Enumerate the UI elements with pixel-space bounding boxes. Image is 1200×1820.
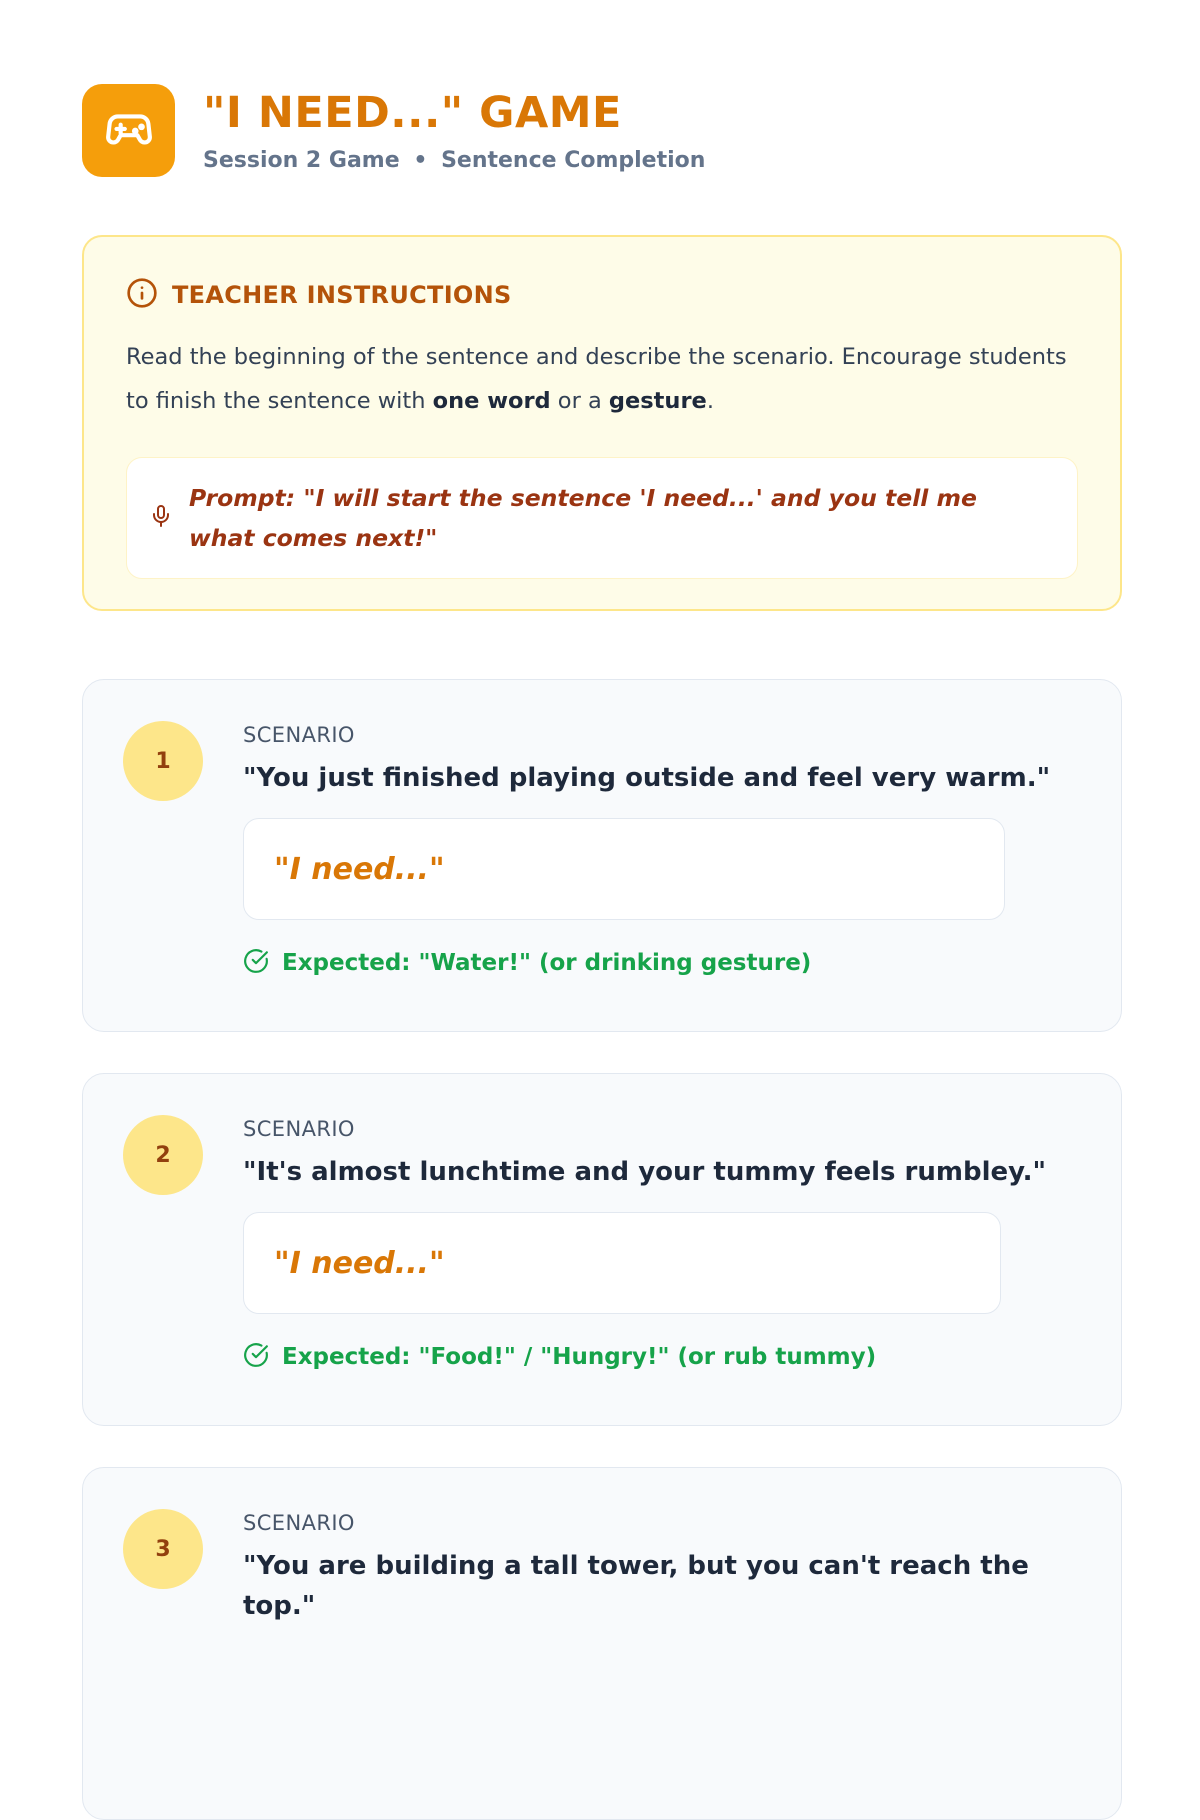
- prompt-text: Prompt: "I will start the sentence 'I need...' and you tell me what comes next!": [189, 484, 977, 552]
- instructions-text: Read the beginning of the sentence and describe the scenario. Encourage students to finish the sentence with: [126, 344, 1067, 414]
- scenario-label: SCENARIO: [243, 723, 355, 747]
- scenario-card: [82, 679, 1122, 1032]
- answer-prefix: "I need...": [274, 851, 445, 887]
- answer-prefix: "I need...": [274, 1245, 445, 1281]
- scenario-text: "You are building a tall tower, but you can't reach the top.": [243, 1551, 1029, 1621]
- scenario-number-badge: 2: [123, 1115, 203, 1195]
- expected-text: Expected: "Water!" (or drinking gesture): [282, 950, 812, 976]
- scenario-number-badge: 3: [123, 1509, 203, 1589]
- page-header: [82, 84, 705, 177]
- instructions-text: .: [706, 388, 714, 414]
- teacher-instructions-card: [82, 235, 1122, 611]
- prompt-box: [126, 457, 1078, 579]
- instructions-emphasis-gesture: gesture: [608, 388, 707, 414]
- scenario-content: [243, 722, 1081, 978]
- scenario-content: [243, 1510, 1081, 1626]
- instructions-body: [126, 335, 1078, 423]
- instructions-header: [126, 277, 1078, 313]
- subtitle-type: Sentence Completion: [441, 147, 706, 173]
- scenario-text: "You just finished playing outside and feel very warm.": [243, 763, 1051, 793]
- scenario-label: SCENARIO: [243, 1511, 355, 1535]
- gamepad-icon: [82, 84, 175, 177]
- check-circle-icon: [243, 1342, 269, 1372]
- expected-answer: [243, 1342, 1081, 1372]
- info-icon: [126, 277, 158, 313]
- answer-box: [243, 1212, 1001, 1314]
- expected-answer: [243, 948, 1081, 978]
- instructions-text: or a: [550, 388, 609, 414]
- answer-box: [243, 818, 1005, 920]
- page-subtitle: [203, 147, 705, 175]
- check-circle-icon: [243, 948, 269, 978]
- expected-text: Expected: "Food!" / "Hungry!" (or rub tummy): [282, 1344, 877, 1370]
- page-title: "I NEED..." GAME: [203, 87, 622, 138]
- instructions-emphasis-word: one word: [432, 388, 551, 414]
- subtitle-separator: •: [413, 147, 428, 173]
- scenario-content: [243, 1116, 1081, 1372]
- instructions-title: TEACHER INSTRUCTIONS: [172, 281, 512, 309]
- header-text: [203, 87, 705, 175]
- scenario-card: [82, 1467, 1122, 1820]
- microphone-icon: [149, 501, 173, 535]
- scenario-label: SCENARIO: [243, 1117, 355, 1141]
- scenario-text: "It's almost lunchtime and your tummy feels rumbley.": [243, 1157, 1047, 1187]
- subtitle-session: Session 2 Game: [203, 147, 400, 173]
- scenario-number-badge: 1: [123, 721, 203, 801]
- scenario-card: [82, 1073, 1122, 1426]
